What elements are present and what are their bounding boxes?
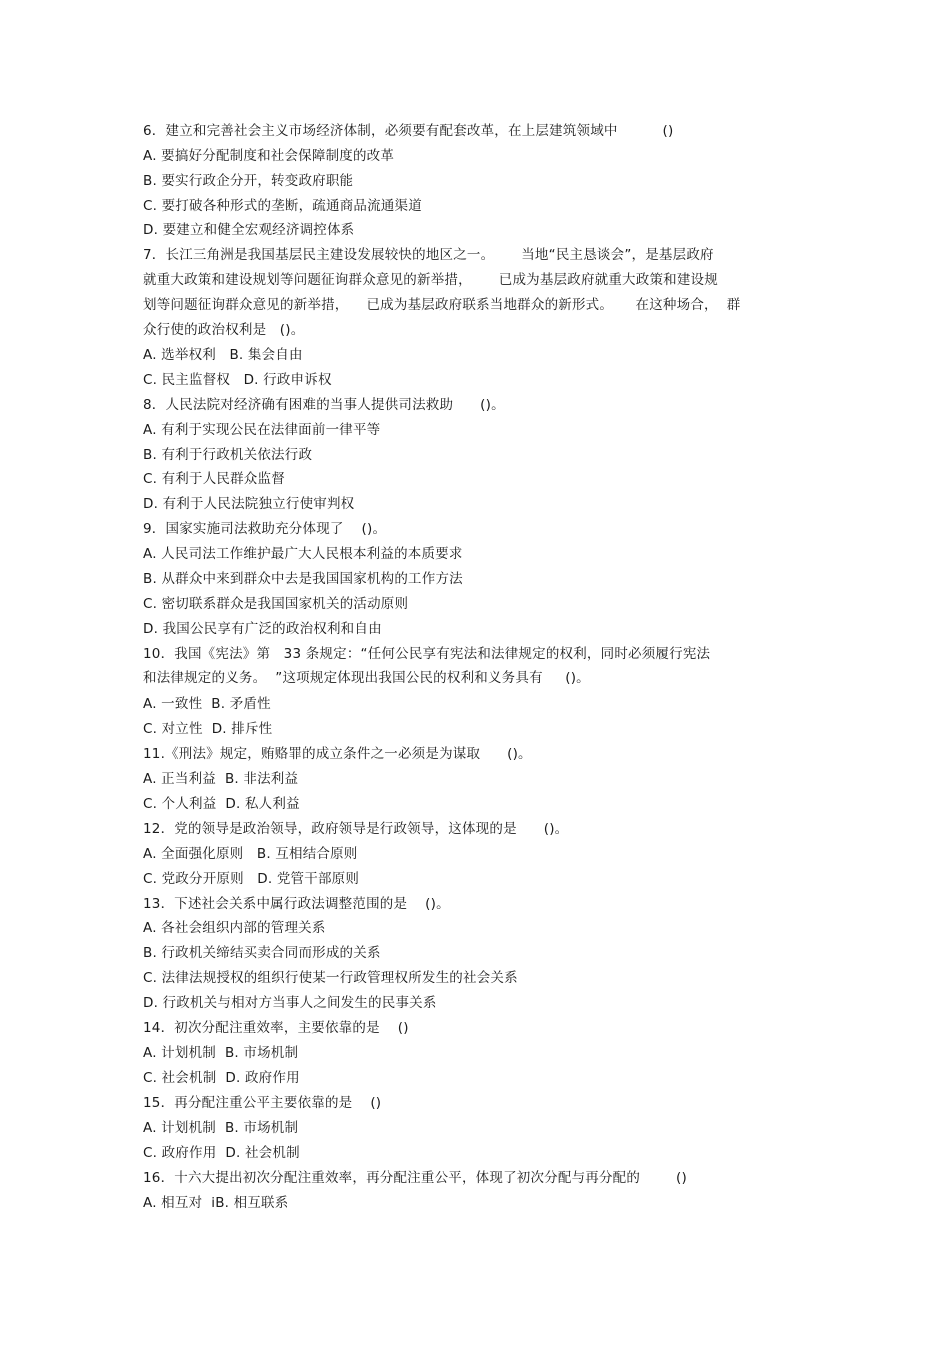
question-6-option-b: B. 要实行政企分开，转变政府职能 <box>143 173 354 189</box>
question-9-option-c: C. 密切联系群众是我国国家机关的活动原则 <box>143 596 409 612</box>
question-8-option-b: B. 有利于行政机关依法行政 <box>143 447 313 463</box>
question-15-stem: 15．再分配注重公平主要依靠的是 () <box>143 1095 382 1111</box>
question-10-options-ab: A. 一致性 B. 矛盾性 <box>143 696 271 712</box>
question-7-stem-line-4: 众行使的政治权利是 ()。 <box>143 322 305 338</box>
question-9-stem: 9．国家实施司法救助充分体现了 ()。 <box>143 521 387 537</box>
question-8-stem: 8．人民法院对经济确有困难的当事人提供司法救助 ()。 <box>143 397 505 413</box>
question-10-stem-line-1: 10．我国《宪法》第 33 条规定：“任何公民享有宪法和法律规定的权利，同时必须履行宪法 <box>143 646 711 662</box>
question-8-option-c: C. 有利于人民群众监督 <box>143 471 285 487</box>
question-14-stem: 14．初次分配注重效率，主要依靠的是 () <box>143 1020 409 1036</box>
question-10-options-cd: C. 对立性 D. 排斥性 <box>143 721 273 737</box>
question-6-option-c: C. 要打破各种形式的垄断，疏通商品流通渠道 <box>143 198 422 214</box>
question-8-option-d: D. 有利于人民法院独立行使审判权 <box>143 496 355 512</box>
question-11-options-cd: C. 个人利益 D. 私人利益 <box>143 796 300 812</box>
question-15-options-cd: C. 政府作用 D. 社会机制 <box>143 1145 300 1161</box>
question-6-option-d: D. 要建立和健全宏观经济调控体系 <box>143 222 355 238</box>
question-9-option-d: D. 我国公民享有广泛的政治权利和自由 <box>143 621 382 637</box>
question-7-options-cd: C. 民主监督权 D. 行政申诉权 <box>143 372 332 388</box>
question-7-stem-line-3: 划等问题征询群众意见的新举措， 已成为基层政府联系当地群众的新形式。 在这种场合， 群 <box>143 297 741 313</box>
question-14-options-cd: C. 社会机制 D. 政府作用 <box>143 1070 300 1086</box>
question-13-stem: 13．下述社会关系中属行政法调整范围的是 ()。 <box>143 896 450 912</box>
question-9-option-b: B. 从群众中来到群众中去是我国国家机构的工作方法 <box>143 571 463 587</box>
question-16-stem: 16．十六大提出初次分配注重效率，再分配注重公平，体现了初次分配与再分配的 () <box>143 1170 687 1186</box>
question-7-options-ab: A. 选举权利 B. 集会自由 <box>143 347 303 363</box>
question-12-options-cd: C. 党政分开原则 D. 党管干部原则 <box>143 871 360 887</box>
question-12-stem: 12．党的领导是政治领导，政府领导是行政领导，这体现的是 ()。 <box>143 821 569 837</box>
question-14-options-ab: A. 计划机制 B. 市场机制 <box>143 1045 299 1061</box>
question-13-option-c: C. 法律法规授权的组织行使某一行政管理权所发生的社会关系 <box>143 970 518 986</box>
question-11-stem: 11.《刑法》规定，贿赂罪的成立条件之一必须是为谋取 ()。 <box>143 746 532 762</box>
question-7-stem-line-2: 就重大政策和建设规划等问题征询群众意见的新举措， 已成为基层政府就重大政策和建设规 <box>143 272 718 288</box>
question-6-stem: 6．建立和完善社会主义市场经济体制，必须要有配套改革，在上层建筑领域中 () <box>143 123 674 139</box>
question-16-options-ab: A. 相互对 iB. 相互联系 <box>143 1195 289 1211</box>
question-12-options-ab: A. 全面强化原则 B. 互相结合原则 <box>143 846 358 862</box>
question-6-option-a: A. 要搞好分配制度和社会保障制度的改革 <box>143 148 395 164</box>
question-9-option-a: A. 人民司法工作维护最广大人民根本利益的本质要求 <box>143 546 463 562</box>
question-15-options-ab: A. 计划机制 B. 市场机制 <box>143 1120 299 1136</box>
question-11-options-ab: A. 正当利益 B. 非法利益 <box>143 771 299 787</box>
question-8-option-a: A. 有利于实现公民在法律面前一律平等 <box>143 422 381 438</box>
question-10-stem-line-2: 和法律规定的义务。 ”这项规定体现出我国公民的权利和义务具有 ()。 <box>143 670 590 686</box>
question-13-option-a: A. 各社会组织内部的管理关系 <box>143 920 326 936</box>
question-7-stem-line-1: 7．长江三角洲是我国基层民主建设发展较快的地区之一。 当地“民主恳谈会”，是基层政府 <box>143 247 714 263</box>
question-13-option-d: D. 行政机关与相对方当事人之间发生的民事关系 <box>143 995 437 1011</box>
question-13-option-b: B. 行政机关缔结买卖合同而形成的关系 <box>143 945 381 961</box>
